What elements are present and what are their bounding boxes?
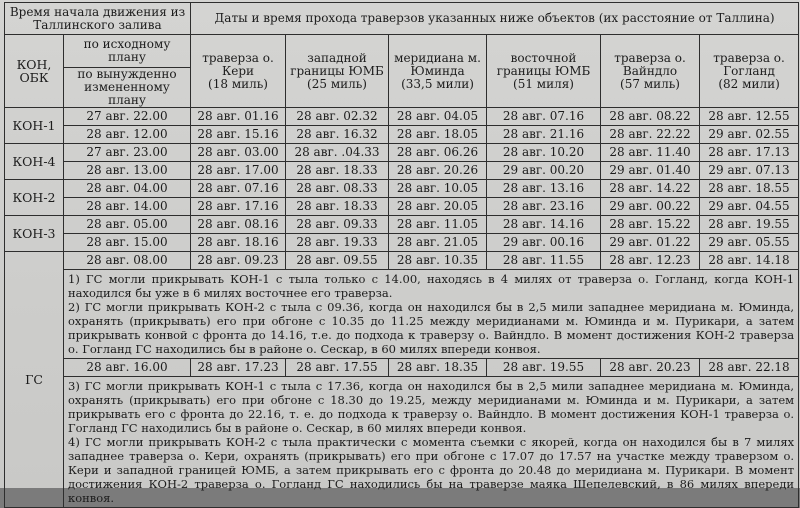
table-cell: 28 авг. 14.00 [64, 198, 191, 216]
table-cell: 28 авг. 15.00 [64, 234, 191, 252]
table-cell: 29 авг. 05.55 [700, 234, 799, 252]
table-cell: 28 авг. 17.16 [191, 198, 286, 216]
table-cell: 28 авг. 07.16 [191, 180, 286, 198]
table-cell: 28 авг. 18.33 [286, 198, 389, 216]
passage-times-header: Даты и время прохода траверзов указанных ниже объектов (их расстояние от Таллина) [191, 3, 799, 35]
table-cell: 28 авг. 10.20 [487, 144, 601, 162]
note-3: 3) ГС могли прикрывать КОН-1 с тыла с 17.36, когда он находился бы в 2,5 мили западнее меридиана м. Юминда, охранять (прикрывать) его при обгоне с 18.30 до 19.25, между меридианами м. Юминда и м. Пурикари, а затем прикрывать его с фронта до 22.16, т. е. до подхода к траверзу о. Вайндло. В момент достижения КОН-1 траверза о. Гогланд ГС находились бы в районе о. Сескар, в 60 милях впереди конвоя. [68, 379, 795, 435]
table-cell: 28 авг. 13.00 [64, 162, 191, 180]
changed-plan-header: по вынужденно измененному плану [64, 68, 191, 108]
table-cell: 28 авг. 11.05 [389, 216, 487, 234]
table-cell: 28 авг. 09.55 [286, 252, 389, 270]
table-cell: 28 авг. 12.23 [601, 252, 700, 270]
table-cell: 28 авг. 15.22 [601, 216, 700, 234]
table-cell: 28 авг. 03.00 [191, 144, 286, 162]
start-time-header: Время начала движения из Таллинского залива [5, 3, 191, 35]
table-cell: 28 авг. 22.18 [700, 359, 799, 377]
table-cell: 28 авг. 13.16 [487, 180, 601, 198]
table-cell: 28 авг. 17.23 [191, 359, 286, 377]
convoy-name: КОН-2 [5, 180, 64, 216]
table-cell: 27 авг. 22.00 [64, 108, 191, 126]
table-cell: 28 авг. 15.16 [191, 126, 286, 144]
table-cell: 28 авг. 23.16 [487, 198, 601, 216]
note-2: 2) ГС могли прикрывать КОН-2 с тыла с 09.36, когда он находился бы в 2,5 мили западнее меридиана м. Юминда, охранять (прикрывать) его при обгоне с 10.35 до 11.25 между меридианами м. Юминда и м. Пурикари, а затем прикрывать конвой с фронта до 14.16, т.е. до подхода к траверзу о. Вайндло. В момент достижения КОН-2 траверза о. Гогланд ГС находились бы в районе о. Сескар, в 60 милях впереди конвоя. [68, 300, 795, 356]
table-cell: 28 авг. 12.55 [700, 108, 799, 126]
gs-name: ГС [5, 252, 64, 508]
table-cell: 28 авг. 20.05 [389, 198, 487, 216]
table-cell: 28 авг. 11.40 [601, 144, 700, 162]
table-cell: 28 авг. 20.26 [389, 162, 487, 180]
table-cell: 29 авг. 07.13 [700, 162, 799, 180]
col-header-west-umb: западной границы ЮМБ (25 миль) [286, 35, 389, 108]
table-cell: 28 авг. 22.22 [601, 126, 700, 144]
table-cell: 28 авг. 01.16 [191, 108, 286, 126]
table-cell: 27 авг. 23.00 [64, 144, 191, 162]
table-cell: 29 авг. 02.55 [700, 126, 799, 144]
table-cell: 29 авг. 01.22 [601, 234, 700, 252]
col-header-juminda: меридиана м. Юминда (33,5 мили) [389, 35, 487, 108]
table-cell: 29 авг. 00.22 [601, 198, 700, 216]
table-cell: 28 авг. 02.32 [286, 108, 389, 126]
table-cell: 28 авг. 04.05 [389, 108, 487, 126]
table-cell: 28 авг. 11.55 [487, 252, 601, 270]
table-cell: 28 авг. 21.16 [487, 126, 601, 144]
table-cell: 28 авг. 16.00 [64, 359, 191, 377]
table-cell: 28 авг. 09.23 [191, 252, 286, 270]
table-cell: 28 авг. 18.55 [700, 180, 799, 198]
convoy-name: КОН-3 [5, 216, 64, 252]
table-cell: 28 авг. 18.33 [286, 162, 389, 180]
col-header-east-umb: восточной границы ЮМБ (51 миля) [487, 35, 601, 108]
table-cell: 28 авг. 17.13 [700, 144, 799, 162]
table-cell: 28 авг. 07.16 [487, 108, 601, 126]
table-cell: 28 авг. 10.35 [389, 252, 487, 270]
table-cell: 29 авг. 04.55 [700, 198, 799, 216]
note-1: 1) ГС могли прикрывать КОН-1 с тыла только с 14.00, находясь в 4 милях от траверза о. Гогланд, когда КОН-1 находился бы уже в 6 милях восточнее его траверза. [68, 272, 795, 300]
table-cell: 28 авг. 08.22 [601, 108, 700, 126]
table-cell: 28 авг. 20.23 [601, 359, 700, 377]
table-cell: 28 авг. 06.26 [389, 144, 487, 162]
table-cell: 28 авг. 17.00 [191, 162, 286, 180]
table-cell: 28 авг. 08.00 [64, 252, 191, 270]
convoy-schedule-table [4, 2, 799, 508]
table-cell: 28 авг. 12.00 [64, 126, 191, 144]
convoy-name: КОН-4 [5, 144, 64, 180]
table-cell: 28 авг. 10.05 [389, 180, 487, 198]
gs-notes-1-2 [64, 270, 799, 359]
table-cell: 29 авг. 00.16 [487, 234, 601, 252]
table-cell: 28 авг. 09.33 [286, 216, 389, 234]
table-cell: 28 авг. 19.33 [286, 234, 389, 252]
table-cell: 28 авг. 14.16 [487, 216, 601, 234]
table-cell: 29 авг. 01.40 [601, 162, 700, 180]
table-cell: 28 авг. .04.33 [286, 144, 389, 162]
convoy-name: КОН-1 [5, 108, 64, 144]
table-cell: 28 авг. 18.05 [389, 126, 487, 144]
table-cell: 29 авг. 00.20 [487, 162, 601, 180]
table-cell: 28 авг. 08.33 [286, 180, 389, 198]
table-cell: 28 авг. 17.55 [286, 359, 389, 377]
table-cell: 28 авг. 08.16 [191, 216, 286, 234]
table-cell: 28 авг. 18.16 [191, 234, 286, 252]
col-header-vaindlo: траверза о. Вайндло (57 миль) [601, 35, 700, 108]
convoy-header: КОН, ОБК [5, 35, 64, 108]
original-plan-header: по исходному плану [64, 35, 191, 68]
table-cell: 28 авг. 19.55 [487, 359, 601, 377]
table-cell: 28 авг. 04.00 [64, 180, 191, 198]
col-header-gogland: траверза о. Гогланд (82 мили) [700, 35, 799, 108]
table-cell: 28 авг. 18.35 [389, 359, 487, 377]
table-cell: 28 авг. 21.05 [389, 234, 487, 252]
col-header-keri: траверза о. Кери (18 миль) [191, 35, 286, 108]
table-cell: 28 авг. 05.00 [64, 216, 191, 234]
table-cell: 28 авг. 14.22 [601, 180, 700, 198]
note-4: 4) ГС могли прикрывать КОН-2 с тыла практически с момента съемки с якорей, когда он находился бы в 7 милях западнее траверза о. Кери, охранять (прикрывать) его при обгоне с 17.07 до 17.57 на участке между траверзом о. Кери и западной границей ЮМБ, а затем прикрывать его с фронта до 20.48 до меридиана м. Пурикари. В момент достижения КОН-2 траверза о. Гогланд ГС находились бы на траверзе маяка Шепелевский, в 86 милях впереди конвоя. [68, 435, 795, 505]
table-cell: 28 авг. 19.55 [700, 216, 799, 234]
table-cell: 28 авг. 14.18 [700, 252, 799, 270]
table-cell: 28 авг. 16.32 [286, 126, 389, 144]
